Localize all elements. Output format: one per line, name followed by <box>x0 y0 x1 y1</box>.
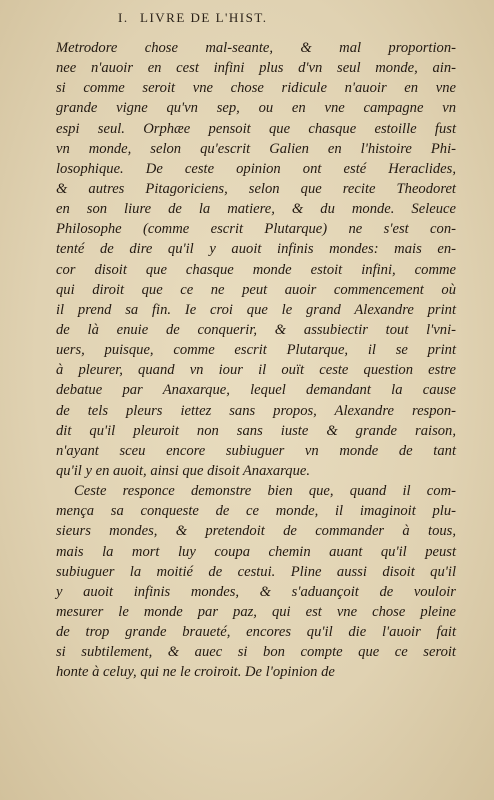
paragraph <box>56 38 456 481</box>
text-line: losophique. De ceste opinion ont esté Heraclides, <box>56 160 456 177</box>
running-head-folio: I. <box>118 10 129 25</box>
paragraphs <box>56 38 456 683</box>
text-line: subiuguer la moitié de cestui. Pline aussi disoit qu'il <box>56 563 456 580</box>
text-line: debatue par Anaxarque, lequel demandant la cause <box>56 382 456 399</box>
text-line: Ceste responce demonstre bien que, quand il com- <box>74 483 456 500</box>
text-line: n'ayant sceu encore subiuguer vn monde de tant <box>56 442 456 459</box>
text-line: mesurer le monde par paz, qui est vne chose pleine <box>56 603 456 620</box>
text-line: mença sa conqueste de ce monde, il imaginoit plu- <box>56 503 456 520</box>
text-line: vn monde, selon qu'escrit Galien en l'histoire Phi- <box>56 140 456 157</box>
text-line: si subtilement, & auec si bon compte que ce seroit <box>56 644 456 661</box>
text-line: de tels pleurs iettez sans propos, Alexandre respon- <box>56 402 456 419</box>
running-head-title: LIVRE DE L'HIST. <box>140 10 268 25</box>
text-line: en son liure de la matiere, & du monde. Seleuce <box>56 201 456 218</box>
text-line: sieurs mondes, & pretendoit de commander à tous, <box>56 523 456 540</box>
text-line: & autres Pitagoriciens, selon que recite Theodoret <box>56 180 456 197</box>
text-line: de trop grande braueté, encores qu'il die l'auoir fait <box>56 624 456 641</box>
text-line: de là enuie de conquerir, & assubiectir tout l'vni- <box>56 321 456 338</box>
text-line: mais la mort luy coupa chemin auant qu'il peust <box>56 543 456 560</box>
text-line: si comme seroit vne chose ridicule n'auoir en vne <box>56 80 456 97</box>
text-line: honte à celuy, qui ne le croiroit. De l'opinion de <box>56 664 335 681</box>
text-line: nee n'auoir en cest infini plus d'vn seul monde, ain- <box>56 60 456 77</box>
text-line: qui diroit que ce ne peut auoir commencement où <box>56 281 456 298</box>
text-line: y auoit infinis mondes, & s'aduançoit de vouloir <box>56 583 456 600</box>
text-line: à pleurer, quand vn iour il ouït ceste question estre <box>56 362 456 379</box>
text-line: tenté de dire qu'il y auoit infinis mondes: mais en- <box>56 241 456 258</box>
text-line: Philosophe (comme escrit Plutarque) ne s'est con- <box>56 221 456 238</box>
body-text <box>56 38 456 683</box>
text-line: dit qu'il pleuroit non sans iuste & grande raison, <box>56 422 456 439</box>
text-line: il prend sa fin. Ie croi que le grand Alexandre print <box>56 301 456 318</box>
paragraph <box>56 481 456 682</box>
text-line: cor disoit que chasque monde estoit infini, comme <box>56 261 456 278</box>
text-line: uers, puisque, comme escrit Plutarque, il se print <box>56 342 456 359</box>
text-line: Metrodore chose mal-seante, & mal proportion- <box>56 40 456 56</box>
text-line: qu'il y en auoit, ainsi que disoit Anaxarque. <box>56 462 311 479</box>
text-line: espi seul. Orphæe pensoit que chasque estoille fust <box>56 120 456 137</box>
text-line: grande vigne qu'vn sep, ou en vne campagne vn <box>56 100 456 117</box>
